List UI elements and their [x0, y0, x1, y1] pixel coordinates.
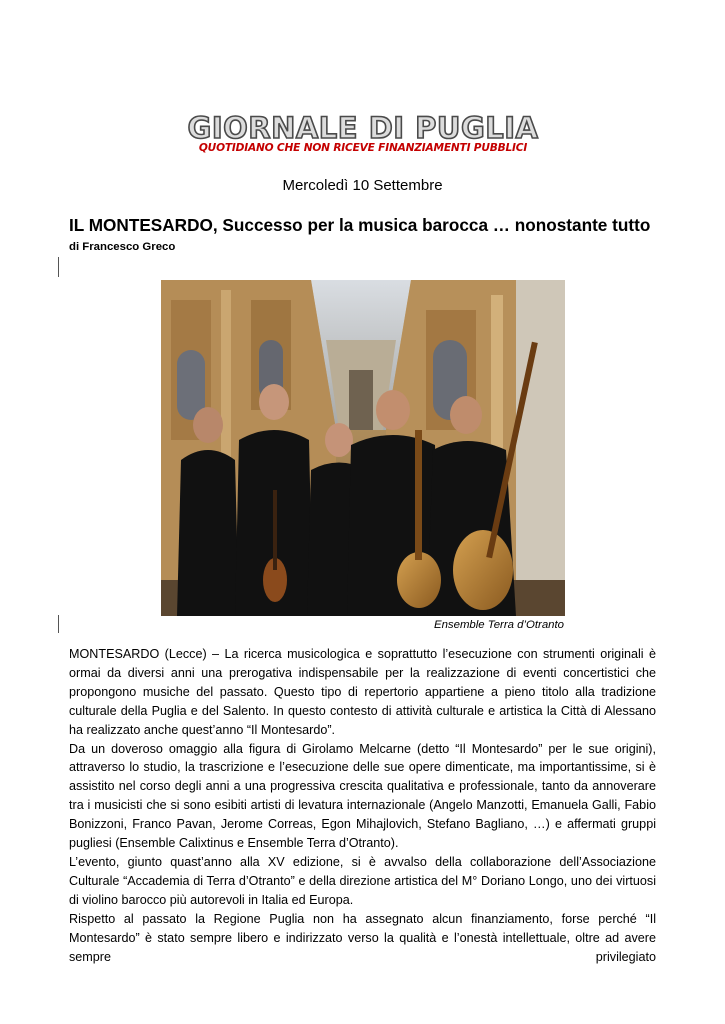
masthead-subtitle: QUOTIDIANO CHE NON RICEVE FINANZIAMENTI PUBBLICI	[198, 142, 528, 154]
article-byline: di Francesco Greco	[69, 241, 176, 253]
article-body	[69, 645, 656, 966]
text-cursor-mark	[58, 615, 59, 633]
article-paragraph: MONTESARDO (Lecce) – La ricerca musicologica e soprattutto l’esecuzione con strumenti originali è ormai da diversi anni una prerogativa indispensabile per la realizzazione di eventi concertistici che propongono musiche del passato. Questo tipo di repertorio appartiene a pieno titolo alla tradizione culturale della Puglia e del Salento. In questo contesto di attività culturale e artistica la Città di Alessano ha realizzato anche quest’anno “Il Montesardo”.	[69, 647, 656, 737]
ensemble-photo-image	[161, 280, 565, 616]
text-cursor-mark	[58, 257, 59, 277]
article-paragraph: L’evento, giunto quast’anno alla XV edizione, si è avvalso della collaborazione dell’Associazione Culturale “Accademia di Terra d’Otranto” e della direzione artistica del M° Doriano Longo, uno dei virtuosi di violino barocco più autorevoli in Italia ed Europa.	[69, 854, 656, 907]
article-paragraph: Rispetto al passato la Regione Puglia non ha assegnato alcun finanziamento, forse perché “Il Montesardo” è stato sempre libero e indirizzato verso la qualità e l’onestà intellettuale, oltre ad avere sempre privilegiato	[69, 911, 656, 964]
masthead-title: GIORNALE DI PUGLIA	[187, 111, 539, 145]
ensemble-photo	[161, 280, 565, 616]
masthead-logo	[185, 112, 541, 158]
article-paragraph: Da un doveroso omaggio alla figura di Girolamo Melcarne (detto “Il Montesardo” per le sue origini), attraverso lo studio, la trascrizione e l’esecuzione delle sue opere dimenticate, ma importantissime, si è assistito nel corso degli anni a una progressiva crescita qualitativa e professionale, tanto da annoverare tra i musicisti che si sono esibiti artisti di levatura internazionale (Angelo Manzotti, Emanuela Galli, Fabio Bonizzoni, Franco Pavan, Jerome Correas, Egon Mihajlovich, Stefano Bagliano, …) e affermati gruppi pugliesi (Ensemble Calixtinus e Ensemble Terra d’Otranto).	[69, 741, 656, 851]
issue-date: Mercoledì 10 Settembre	[282, 177, 443, 194]
photo-caption: Ensemble Terra d’Otranto	[433, 619, 564, 631]
article-headline: IL MONTESARDO, Successo per la musica barocca … nonostante tutto	[69, 215, 651, 235]
